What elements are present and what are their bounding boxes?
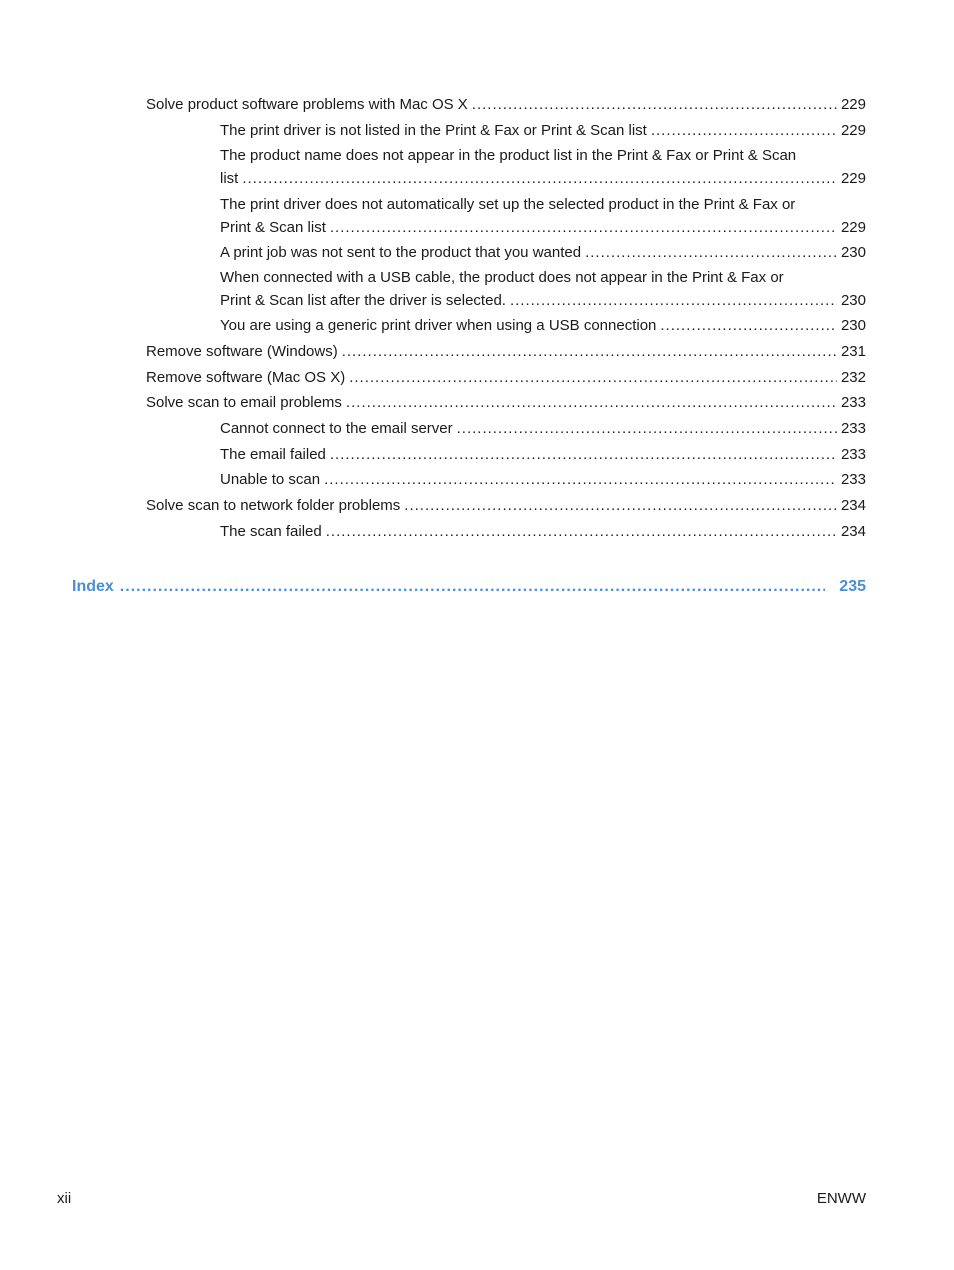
toc-chapter-title: Index <box>72 578 114 595</box>
toc-entry-page: 229 <box>840 122 866 139</box>
toc-leader-dots <box>330 216 837 239</box>
toc-entry-title: Unable to scan <box>220 471 321 488</box>
toc-entry-title: Solve scan to network folder problems <box>146 497 401 514</box>
toc-entry-page: 234 <box>840 523 866 540</box>
toc-leader-dots <box>651 119 837 142</box>
toc-leader-dots <box>404 494 837 517</box>
toc-entry-page: 233 <box>840 420 866 437</box>
toc-entry-title-line2: list <box>220 170 239 187</box>
toc-entry-title-line1: The print driver does not automatically set up the selected product in the Print & Fax or <box>220 196 796 213</box>
toc-leader-dots <box>472 93 837 116</box>
toc-entry[interactable] <box>146 494 866 517</box>
toc-entry[interactable] <box>220 193 866 239</box>
toc-entry-page: 233 <box>840 446 866 463</box>
toc-leader-dots <box>326 520 837 543</box>
toc-entry-page: 230 <box>840 244 866 261</box>
toc-entry-title: Remove software (Windows) <box>146 343 338 360</box>
toc-leader-dots <box>342 340 837 363</box>
toc-entry[interactable] <box>220 119 866 142</box>
toc-leader-dots <box>585 241 837 264</box>
toc-leader-dots <box>324 468 837 491</box>
toc-entry-title-line1: The product name does not appear in the product list in the Print & Fax or Print & Scan <box>220 147 797 164</box>
footer-doc-code: ENWW <box>816 1190 866 1207</box>
toc-entry-title-line2: Print & Scan list <box>220 219 326 236</box>
toc-entry-title-line2: Print & Scan list after the driver is selected. <box>220 292 506 309</box>
toc-entry-page: 229 <box>840 96 866 113</box>
toc-entry[interactable] <box>220 520 866 543</box>
toc-leader-dots <box>330 443 837 466</box>
toc-entry[interactable] <box>146 391 866 414</box>
toc-leader-dots <box>349 366 837 389</box>
toc-entry[interactable] <box>220 144 866 190</box>
toc-entry[interactable] <box>146 93 866 116</box>
toc-leader-dots <box>510 289 837 312</box>
toc-entry-title: Cannot connect to the email server <box>220 420 453 437</box>
toc-entry-title: The email failed <box>220 446 326 463</box>
toc-leader-dots <box>120 575 826 599</box>
toc-entry-page: 232 <box>840 369 866 386</box>
toc-entry[interactable] <box>220 443 866 466</box>
toc-leader-dots <box>660 314 837 337</box>
toc-entry-page: 233 <box>840 471 866 488</box>
toc-entry-title: Solve scan to email problems <box>146 394 342 411</box>
toc-entry-title: Solve product software problems with Mac OS X <box>146 96 468 113</box>
toc-entry[interactable] <box>220 417 866 440</box>
toc-entry[interactable] <box>220 266 866 312</box>
footer-page-number: xii <box>57 1190 72 1207</box>
toc-entry-page: 234 <box>840 497 866 514</box>
toc-entry-page: 229 <box>840 170 866 187</box>
toc-entry-page: 230 <box>840 317 866 334</box>
toc-chapter-page: 235 <box>839 578 866 595</box>
toc-entry[interactable] <box>146 340 866 363</box>
toc-entry-title: The print driver is not listed in the Print & Fax or Print & Scan list <box>220 122 647 139</box>
toc-entry-page: 233 <box>840 394 866 411</box>
toc-leader-dots <box>346 391 837 414</box>
toc-entry-page: 230 <box>840 292 866 309</box>
toc-entry[interactable] <box>220 314 866 337</box>
toc-entry[interactable] <box>220 468 866 491</box>
toc-entry-title: The scan failed <box>220 523 322 540</box>
toc-entry-page: 229 <box>840 219 866 236</box>
toc-entry-title: A print job was not sent to the product that you wanted <box>220 244 582 261</box>
toc-leader-dots <box>242 167 837 190</box>
toc-entry-title: You are using a generic print driver when using a USB connection <box>220 317 657 334</box>
toc-entry-title-line1: When connected with a USB cable, the product does not appear in the Print & Fax or <box>220 269 784 286</box>
toc-entry[interactable] <box>220 241 866 264</box>
toc-leader-dots <box>457 417 837 440</box>
toc-entry-title: Remove software (Mac OS X) <box>146 369 346 386</box>
toc-chapter-index[interactable] <box>72 575 866 599</box>
toc-entry-page: 231 <box>840 343 866 360</box>
toc-entry[interactable] <box>146 366 866 389</box>
